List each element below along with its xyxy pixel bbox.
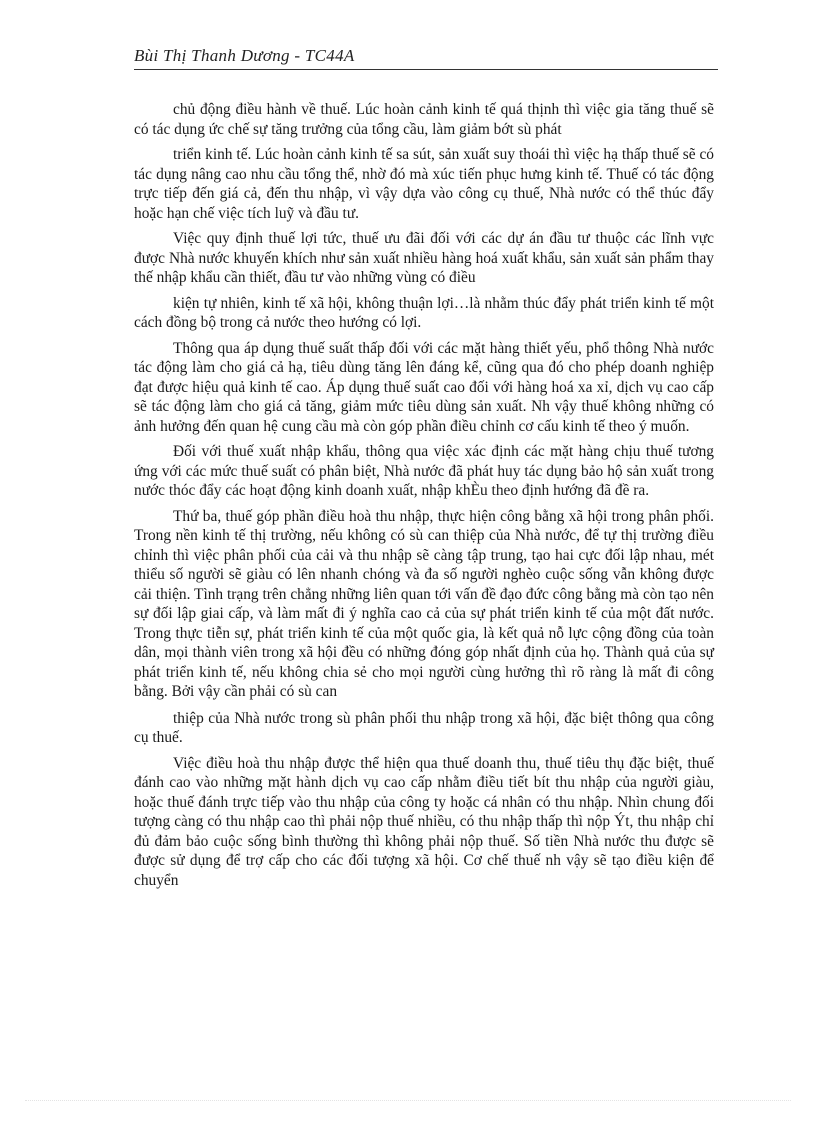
paragraph: kiện tự nhiên, kinh tế xã hội, không thuận lợi…là nhằm thúc đẩy phát triển kinh tế một cách đồng bộ trong cả nước theo hướng có lợi. (134, 294, 714, 331)
paragraph: Việc điều hoà thu nhập được thể hiện qua thuế doanh thu, thuế tiêu thụ đặc biệt, thuế đánh cao vào những mặt hành dịch vụ cao cấp nhằm điều tiết bít thu nhập của người giàu, hoặc thuế đánh trực tiếp vào thu nhập của công ty hoặc cá nhân có thu nhập. Nhìn chung đối tượng càng có thu nhập cao thì phải nộp thuế nhiều, có thu nhập thấp thì nộp Ýt, thu nhập chỉ đủ đảm bảo cuộc sống bình thường thì không phải nộp thuế. Số tiền Nhà nước thu được sẽ được sử dụng để trợ cấp cho các đối tượng xã hội. Cơ chế thuế nh vậy sẽ tạo điều kiện để chuyển (134, 754, 714, 889)
page-header (134, 46, 718, 70)
page-bottom-divider (25, 1100, 791, 1101)
paragraph: Đối với thuế xuất nhập khẩu, thông qua việc xác định các mặt hàng chịu thuế tương ứng với các mức thuế suất có phân biệt, Nhà nước đã phát huy tác dụng bảo hộ sản xuất trong nước thóc đẩy các hoạt động kinh doanh xuất, nhập khÈu theo định hướng đã đề ra. (134, 443, 714, 499)
header-title: Bùi Thị Thanh Dương - TC44A (134, 46, 355, 65)
paragraph: Thứ ba, thuế góp phần điều hoà thu nhập, thực hiện công bằng xã hội trong phân phối. Trong nền kinh tế thị trường, nếu không có sù can thiệp của Nhà nước, để tự thị trường điều chỉnh thì việc phân phối của cải và thu nhập sẽ càng tập trung, tạo hai cực đối lập nhau, mét thiểu số người sẽ giàu có lên nhanh chóng và đa số người nghèo cuộc sống vẫn không được cải thiện. Tình trạng trên chẳng những liên quan tới vấn đề đạo đức công bằng mà còn tạo nên sự đối lập giai cấp, và làm mất đi ý nghĩa cao cả của sự phát triển kinh tế của một đất nước. Trong thực tiễn sự, phát triển kinh tế của một quốc gia, là kết quả nỗ lực cộng đồng của toàn dân, mọi thành viên trong xã hội đều có những đóng góp nhất định của họ. Thành quả của sự phát triển kinh tế, nếu không chia sẻ cho mọi người cùng hưởng thì rõ ràng là mất đi công bằng. Bởi vậy cần phải có sù can (134, 507, 714, 700)
document-body (134, 100, 714, 896)
paragraph: Việc quy định thuế lợi tức, thuế ưu đãi đối với các dự án đầu tư thuộc các lĩnh vực được Nhà nước khuyến khích như sản xuất nhiều hàng hoá xuất khẩu, sản xuất sản phẩm thay thế nhập khẩu cần thiết, đầu tư vào những vùng có điều (134, 230, 714, 286)
paragraph: triển kinh tế. Lúc hoàn cảnh kinh tế sa sút, sản xuất suy thoái thì việc hạ thấp thuế sẽ có tác dụng nâng cao nhu cầu tổng thể, nhờ đó mà xúc tiến phục hưng kinh tế. Thuế có tác động trực tiếp đến giá cả, đến thu nhập, vì vậy dựa vào công cụ thuế, Nhà nước có thể thúc đẩy hoặc hạn chế việc tích luỹ và đầu tư. (134, 146, 714, 222)
paragraph: thiệp của Nhà nước trong sù phân phối thu nhập trong xã hội, đặc biệt thông qua công cụ thuế. (134, 709, 714, 746)
paragraph: chủ động điều hành về thuế. Lúc hoàn cảnh kinh tế quá thịnh thì việc gia tăng thuế sẽ có tác dụng ức chế sự tăng trưởng của tổng cầu, làm giảm bớt sù phát (134, 101, 714, 138)
paragraph: Thông qua áp dụng thuế suất thấp đối với các mặt hàng thiết yếu, phổ thông Nhà nước tác động làm cho giá cả hạ, tiêu dùng tăng lên đáng kể, cũng qua đó cho phép doanh nghiệp đạt được hiệu quả kinh tế cao. Áp dụng thuế suất cao đối với hàng hoá xa xỉ, dịch vụ cao cấp sẽ tác động làm cho giá cả tăng, giảm mức tiêu dùng sản xuất. Nh vậy thuế không những có ảnh hưởng đến quan hệ cung cầu mà còn góp phần điều chỉnh cơ cấu kinh tế theo ý muốn. (134, 339, 714, 435)
